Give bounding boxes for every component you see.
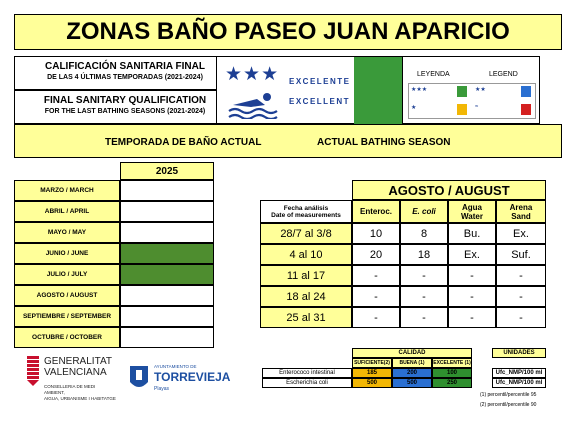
date-cell: 25 al 31 [260, 307, 352, 328]
date-header [260, 200, 352, 223]
sufficient-value: 500 [352, 378, 392, 388]
month-status-empty [120, 327, 214, 348]
parameter-name: Escherichia coli [262, 378, 352, 388]
note-percentile-95: (1) percentil/percentile 95 [480, 392, 537, 398]
excellent-value: 100 [432, 368, 472, 378]
tv-sub-label: Playas [154, 386, 170, 392]
torrevieja-logo [128, 362, 238, 402]
legend-swimmer-icon: ≈ [475, 104, 479, 110]
ecoli-cell: - [400, 307, 448, 328]
sand-cell: Suf. [496, 244, 546, 265]
legend-swatch-excellent [457, 86, 467, 97]
col-sand-header [496, 200, 546, 223]
legend-swatch-sufficient [457, 104, 467, 115]
col-sufficient-header: SUFICIENTE(2) [352, 358, 392, 368]
ecoli-cell: 18 [400, 244, 448, 265]
tv-top-label: AYUNTAMIENTO DE [154, 364, 197, 369]
month-label: OCTUBRE / OCTOBER [14, 327, 120, 348]
month-status-empty [120, 201, 214, 222]
enteroc-cell: - [352, 265, 400, 286]
qualification-en-line1: FINAL SANITARY QUALIFICATION [43, 95, 207, 106]
legend-grid [408, 83, 536, 119]
enteroc-cell: - [352, 307, 400, 328]
units-header: UNIDADES [492, 348, 546, 358]
month-label: MAYO / MAY [14, 222, 120, 243]
swimmer-icon [227, 89, 281, 119]
qualification-en [14, 90, 236, 124]
legend-stars-icon: ★★ [475, 87, 486, 93]
gv-department-line1: CONSELLERIA DE MEDI AMBIENT, [44, 384, 96, 395]
legend-stars-icon: ★★★ [411, 87, 428, 93]
unit-value: Ufc_NMP/100 ml [492, 378, 546, 388]
month-status-empty [120, 180, 214, 201]
gv-name [44, 356, 112, 378]
page-title: ZONAS BAÑO PASEO JUAN APARICIO [14, 14, 562, 50]
enteroc-cell: 20 [352, 244, 400, 265]
ecoli-cell: 8 [400, 223, 448, 244]
col-sand-label-es: Arena [509, 202, 533, 212]
date-header-es: Fecha análisis [283, 204, 329, 212]
gv-name-line2: VALENCIANA [44, 367, 107, 378]
col-enteroc-label: Enteroc. [359, 207, 392, 216]
badge-text-es: EXCELENTE [289, 77, 351, 86]
col-ecoli-label: E. coli [412, 207, 436, 216]
month-status-sampled [120, 243, 214, 264]
legend-header-es: LEYENDA [417, 71, 450, 78]
month-label: JUNIO / JUNE [14, 243, 120, 264]
date-cell: 11 al 17 [260, 265, 352, 286]
month-status-empty [120, 306, 214, 327]
sand-cell: Ex. [496, 223, 546, 244]
date-cell: 18 al 24 [260, 286, 352, 307]
ecoli-cell: - [400, 286, 448, 307]
parameter-name: Enterococo intestinal [262, 368, 352, 378]
legend-swatch-good [521, 86, 531, 97]
good-value: 200 [392, 368, 432, 378]
col-good-header: BUENA (1) [392, 358, 432, 368]
sufficient-value: 185 [352, 368, 392, 378]
excellent-badge [216, 56, 402, 124]
year-header: 2025 [120, 162, 214, 180]
badge-text-en: EXCELLENT [289, 97, 351, 106]
water-cell: Ex. [448, 244, 496, 265]
water-cell: Bu. [448, 223, 496, 244]
qualification-es [14, 56, 236, 90]
date-header-en: Date of measurements [271, 211, 341, 219]
qualification-en-line2: FOR THE LAST BATHING SEASONS (2021-2024) [44, 108, 206, 115]
unit-value: Ufc_NMP/100 ml [492, 368, 546, 378]
month-status-sampled [120, 264, 214, 285]
season-label-es: TEMPORADA DE BAÑO ACTUAL [105, 137, 262, 148]
qualification-es-line1: CALIFICACIÓN SANITARIA FINAL [45, 61, 205, 72]
legend-stars-icon: ★ [411, 105, 417, 111]
col-ecoli-header [400, 200, 448, 223]
good-value: 500 [392, 378, 432, 388]
water-cell: - [448, 286, 496, 307]
col-excellent-header: EXCELENTE (1) [433, 360, 471, 366]
month-status-empty [120, 285, 214, 306]
legend-header-en: LEGEND [489, 71, 518, 78]
date-cell: 4 al 10 [260, 244, 352, 265]
water-cell: - [448, 307, 496, 328]
ecoli-cell: - [400, 265, 448, 286]
enteroc-cell: - [352, 286, 400, 307]
qualification-es-line2: DE LAS 4 ÚLTIMAS TEMPORADAS (2021-2024) [47, 74, 203, 81]
col-sand-label-en: Sand [511, 211, 531, 221]
col-water-label-en: Water [461, 211, 483, 221]
month-label: AGOSTO / AUGUST [14, 285, 120, 306]
badge-color-swatch [354, 57, 402, 124]
stars-icon: ★★★ [225, 64, 280, 85]
date-cell: 28/7 al 3/8 [260, 223, 352, 244]
tv-name: TORREVIEJA [154, 370, 231, 384]
excellent-value: 250 [432, 378, 472, 388]
col-water-header [448, 200, 496, 223]
enteroc-cell: 10 [352, 223, 400, 244]
legend-box [402, 56, 540, 124]
torrevieja-emblem-icon [128, 364, 150, 392]
gv-name-line1: GENERALITAT [44, 356, 112, 367]
month-status-empty [120, 222, 214, 243]
season-header [14, 124, 562, 158]
gv-department-line2: AIGUA, URBANISME I HABITATGE [44, 396, 116, 401]
col-enteroc-header [352, 200, 400, 223]
gv-department [44, 384, 116, 402]
sand-cell: - [496, 286, 546, 307]
month-label: ABRIL / APRIL [14, 201, 120, 222]
season-label-en: ACTUAL BATHING SEASON [317, 137, 451, 148]
month-label: SEPTIEMBRE / SEPTEMBER [14, 306, 120, 327]
generalitat-logo [26, 354, 116, 414]
month-label: JULIO / JULY [14, 264, 120, 285]
note-percentile-90: (2) percentil/percentile 90 [480, 402, 537, 408]
col-water-label-es: Agua [462, 202, 482, 212]
legend-swatch-poor [521, 104, 531, 115]
august-title: AGOSTO / AUGUST [352, 180, 546, 200]
sand-cell: - [496, 307, 546, 328]
sand-cell: - [496, 265, 546, 286]
gv-emblem-icon [26, 356, 40, 386]
water-cell: - [448, 265, 496, 286]
quality-header: CALIDAD [352, 348, 472, 358]
month-label: MARZO / MARCH [14, 180, 120, 201]
